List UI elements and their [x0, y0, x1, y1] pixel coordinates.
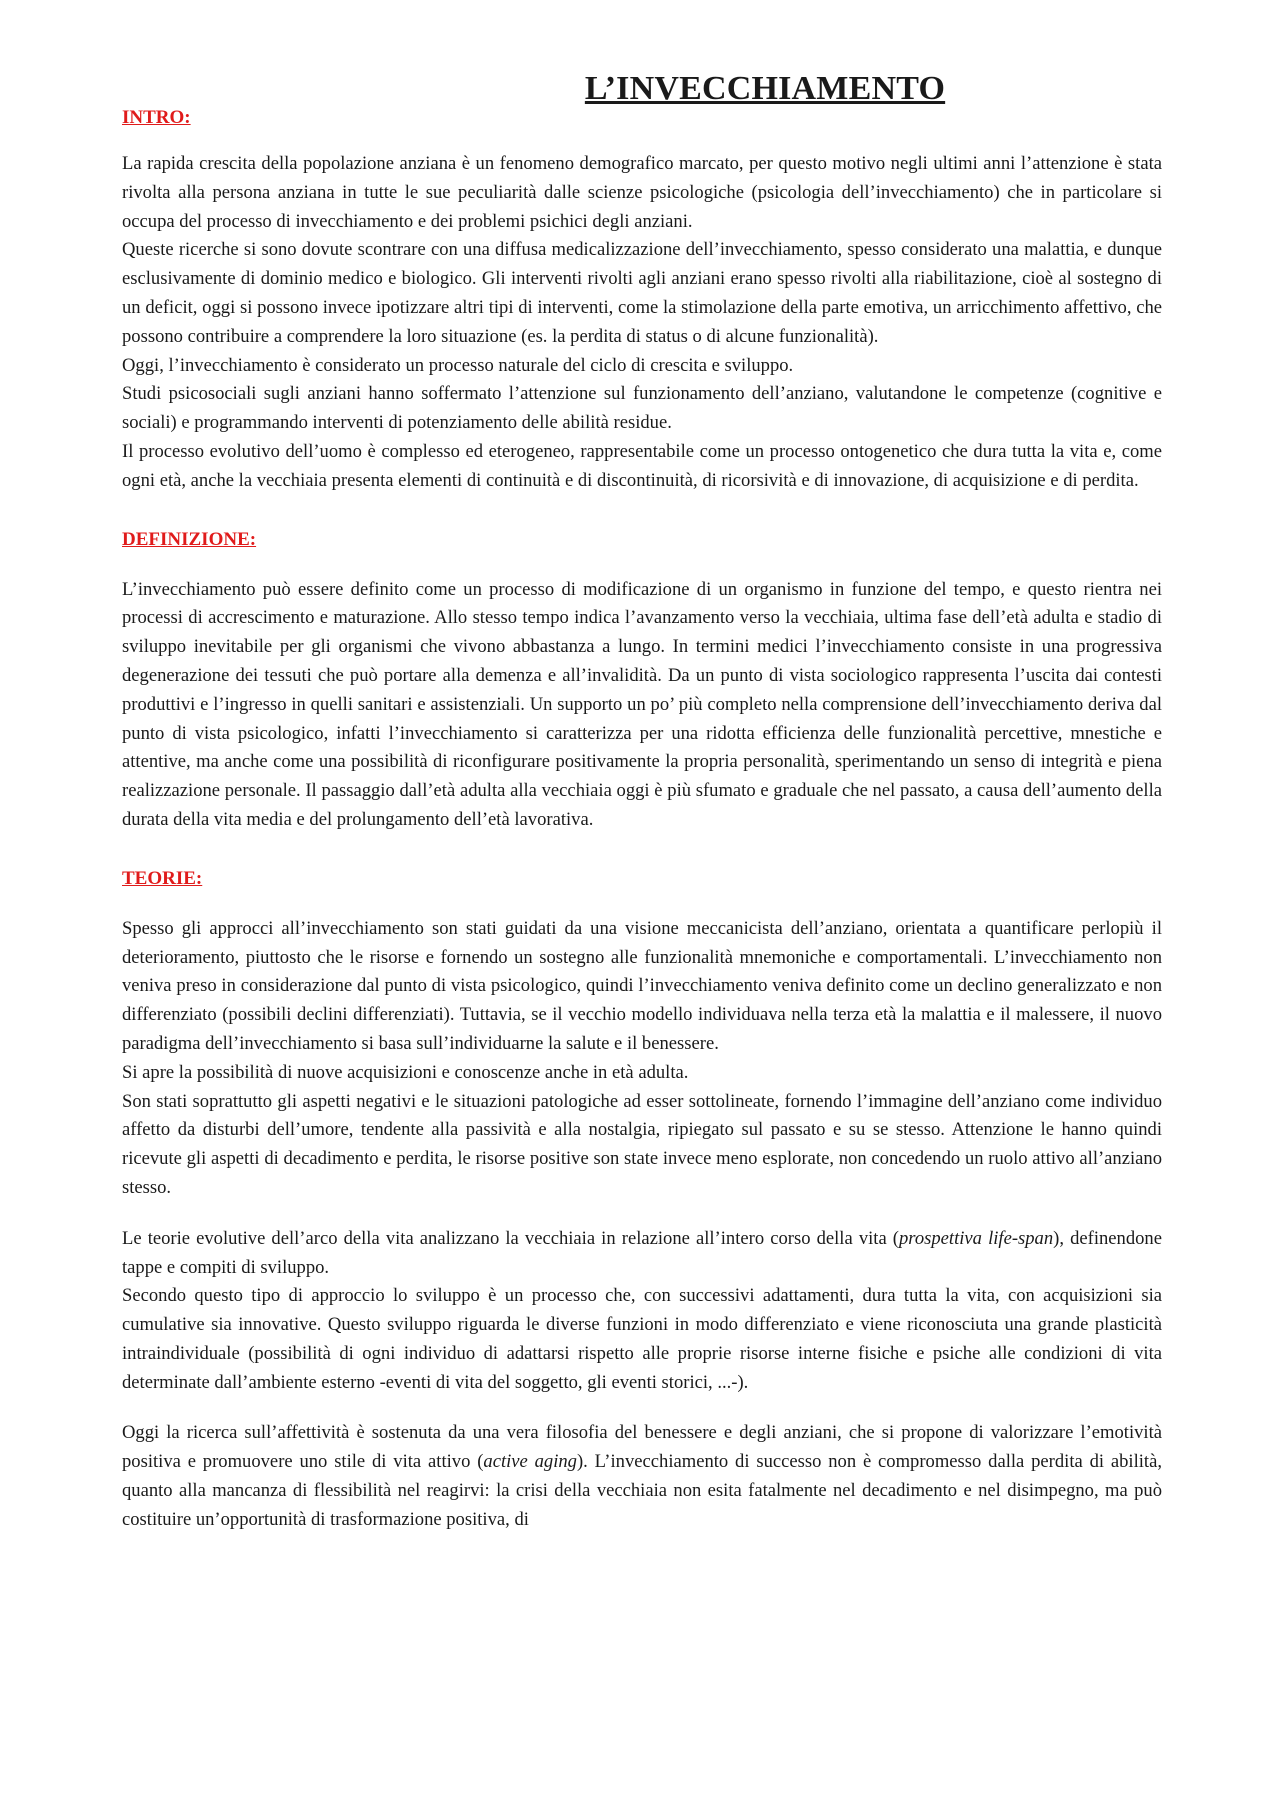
- section-heading-intro: INTRO:: [122, 107, 191, 128]
- aging-text-before: Oggi la ricerca sull’affettività è sostenuta da una vera filosofia del benessere e degli anziani, che si propone di valorizzare l’emotività positiva e promuovere uno stile di vita attivo (: [122, 1422, 1162, 1473]
- lifespan-text-before: Le teorie evolutive dell’arco della vita analizzano la vecchiaia in relazione all’intero corso della vita (: [122, 1227, 899, 1249]
- intro-paragraph-2: Queste ricerche si sono dovute scontrare con una diffusa medicalizzazione dell’invecchiamento, spesso considerato una malattia, e dunque esclusivamente di dominio medico e biologico. Gli interventi rivolti agli anziani erano spesso rivolti alla riabilitazione, cioè al sostegno di un deficit, oggi si possono invece ipotizzare altri tipi di interventi, come la stimolazione della parte emotiva, un arricchimento affettivo, che possono contribuire a comprendere la loro situazione (es. la perdita di status o di alcune funzionalità).: [122, 239, 1162, 347]
- section-heading-definizione: DEFINIZIONE:: [122, 528, 257, 550]
- title-row: [122, 62, 1162, 128]
- lifespan-emphasis: prospettiva life-span: [899, 1227, 1054, 1249]
- teorie-active-aging-paragraph: [122, 1419, 1162, 1534]
- lifespan-text-after: ), definendone tappe e compiti di sviluppo.: [122, 1227, 1162, 1278]
- document-title: L’INVECCHIAMENTO: [584, 70, 946, 107]
- section-teorie: [122, 865, 1162, 1535]
- aging-emphasis: active aging: [483, 1451, 577, 1473]
- section-definizione: [122, 526, 1162, 835]
- teorie-paragraph-2: Si apre la possibilità di nuove acquisizioni e conoscenze anche in età adulta.: [122, 1061, 689, 1083]
- intro-paragraph-4: Studi psicosociali sugli anziani hanno soffermato l’attenzione sul funzionamento dell’anziano, valutandone le competenze (cognitive e sociali) e programmando interventi di potenziamento delle abilità residue.: [122, 383, 1162, 434]
- aging-text-after: ). L’invecchiamento di successo non è compromesso dalla perdita di abilità, quanto alla mancanza di flessibilità nel reagirvi: la crisi della vecchiaia non esita fatalmente nel decadimento e nel disimpegno, ma può costituire un’opportunità di trasformazione positiva, di: [122, 1451, 1162, 1530]
- section-heading-teorie: TEORIE:: [122, 867, 203, 889]
- document-page: [122, 62, 1162, 1535]
- teorie-paragraph-3: Son stati soprattutto gli aspetti negativi e le situazioni patologiche ad esser sottolineate, fornendo l’immagine dell’anziano come individuo affetto da disturbi dell’umore, tendente alla passività e alla nostalgia, ripiegato sul passato e su se stesso. Attenzione le hanno quindi ricevute gli aspetti di decadimento e perdita, le risorse positive son state invece meno esplorate, non concedendo un ruolo attivo all’anziano stesso.: [122, 1090, 1162, 1198]
- section-intro: [122, 150, 1162, 496]
- intro-paragraph-5: Il processo evolutivo dell’uomo è complesso ed eterogeneo, rappresentabile come un processo ontogenetico che dura tutta la vita e, come ogni età, anche la vecchiaia presenta elementi di continuità e di discontinuità, di ricorsività e di innovazione, di acquisizione e di perdita.: [122, 440, 1162, 491]
- intro-paragraph-1: La rapida crescita della popolazione anziana è un fenomeno demografico marcato, per questo motivo negli ultimi anni l’attenzione è stata rivolta alla persona anziana in tutte le sue peculiarità dalle scienze psicologiche (psicologia dell’invecchiamento) che in particolare si occupa del processo di invecchiamento e dei problemi psichici degli anziani.: [122, 153, 1162, 232]
- teorie-lifespan-paragraph: [122, 1225, 1162, 1283]
- teorie-lifespan-followup: Secondo questo tipo di approccio lo sviluppo è un processo che, con successivi adattamenti, dura tutta la vita, con acquisizioni sia cumulative sia innovative. Questo sviluppo riguarda le diverse funzioni in modo differenziato e viene riconosciuta una grande plasticità intraindividuale (possibilità di ogni individuo di adattarsi rispetto alle proprie risorse interne fisiche e psiche alle condizioni di vita determinate dall’ambiente esterno -eventi di vita del soggetto, gli eventi storici, ...-).: [122, 1285, 1162, 1393]
- teorie-paragraph-1: Spesso gli approcci all’invecchiamento son stati guidati da una visione meccanicista dell’anziano, orientata a quantificare perlopiù il deterioramento, piuttosto che le risorse e fornendo un sostegno alle funzionalità mnemoniche e comportamentali. L’invecchiamento non veniva preso in considerazione dal punto di vista psicologico, quindi l’invecchiamento veniva definito come un declino generalizzato e non differenziato (possibili declini differenziati). Tuttavia, se il vecchio modello individuava nella terza età la malattia e il malessere, il nuovo paradigma dell’invecchiamento si basa sull’individuarne la salute e il benessere.: [122, 917, 1162, 1054]
- intro-paragraph-3: Oggi, l’invecchiamento è considerato un processo naturale del ciclo di crescita e sviluppo.: [122, 354, 794, 376]
- definizione-paragraph-1: L’invecchiamento può essere definito come un processo di modificazione di un organismo in funzione del tempo, e questo rientra nei processi di accrescimento e maturazione. Allo stesso tempo indica l’avanzamento verso la vecchiaia, ultima fase dell’età adulta e stadio di sviluppo inevitabile per gli organismi che vivono abbastanza a lungo. In termini medici l’invecchiamento consiste in una progressiva degenerazione dei tessuti che può portare alla demenza e all’invalidità. Da un punto di vista sociologico rappresenta l’uscita dai contesti produttivi e l’ingresso in quelli sanitari e assistenziali. Un supporto un po’ più completo nella comprensione dell’invecchiamento deriva dal punto di vista psicologico, infatti l’invecchiamento si caratterizza per una ridotta efficienza delle funzionalità percettive, mnestiche e attentive, ma anche come una possibilità di riconfigurare positivamente la propria personalità, sperimentando un senso di integrità e piena realizzazione personale. Il passaggio dall’età adulta alla vecchiaia oggi è più sfumato e graduale che nel passato, a causa dell’aumento della durata della vita media e del prolungamento dell’età lavorativa.: [122, 578, 1162, 830]
